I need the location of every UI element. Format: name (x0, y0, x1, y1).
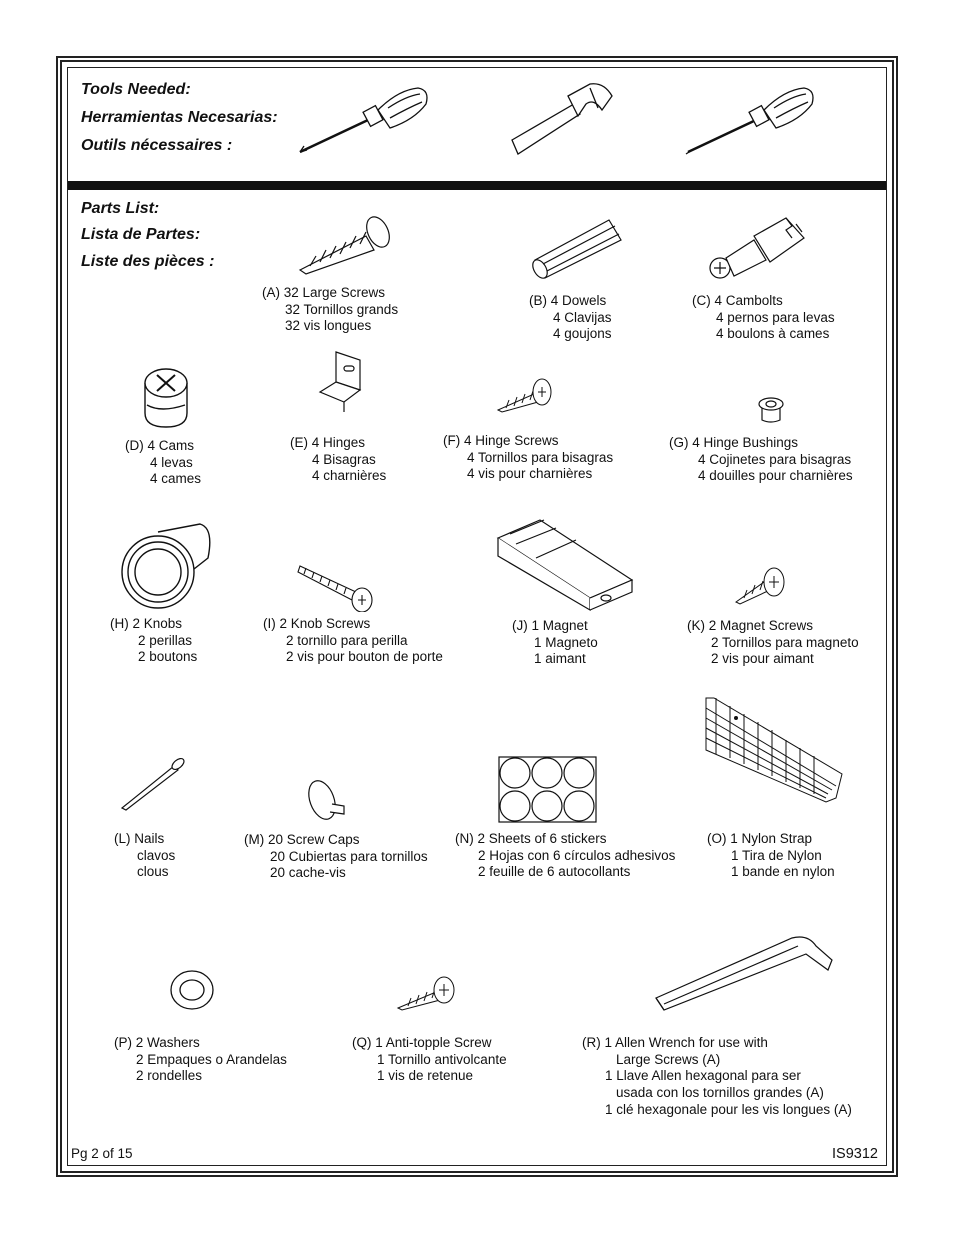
parts-heading-en: Parts List: (81, 200, 160, 217)
part-M-label: (M) 20 Screw Caps 20 Cubiertas para tornillos 20 cache-vis (244, 832, 428, 881)
phillips-screwdriver-icon (298, 80, 433, 160)
flathead-screwdriver-icon (684, 80, 819, 160)
document-code: IS9312 (832, 1146, 878, 1162)
part-G-label: (G) 4 Hinge Bushings 4 Cojinetes para bisagras 4 douilles pour charnières (669, 435, 853, 484)
magnet-icon (496, 518, 636, 612)
part-H-label: (H) 2 Knobs 2 perillas 2 boutons (110, 616, 198, 665)
sticker-sheet-icon (498, 756, 598, 824)
page-number: Pg 2 of 15 (71, 1146, 133, 1161)
part-F-label: (F) 4 Hinge Screws 4 Tornillos para bisagras 4 vis pour charnières (443, 433, 614, 482)
part-J-label: (J) 1 Magnet 1 Magneto 1 aimant (512, 618, 598, 667)
nail-icon (118, 752, 190, 812)
cam-icon (141, 365, 191, 431)
part-O-label: (O) 1 Nylon Strap 1 Tira de Nylon 1 bande en nylon (707, 831, 835, 880)
part-P-label: (P) 2 Washers 2 Empaques o Arandelas 2 rondelles (114, 1035, 287, 1084)
part-D-label: (D) 4 Cams 4 levas 4 cames (125, 438, 202, 487)
hinge-icon (314, 350, 366, 416)
hinge-bushing-icon (756, 394, 786, 426)
knob-screw-icon (296, 560, 376, 612)
washer-icon (168, 966, 216, 1012)
part-I-label: (I) 2 Knob Screws 2 tornillo para perilla 2 vis pour bouton de porte (263, 616, 443, 665)
magnet-screw-icon (734, 564, 788, 606)
dowel-icon (527, 216, 625, 280)
part-K-label: (K) 2 Magnet Screws 2 Tornillos para magneto 2 vis pour aimant (687, 618, 859, 667)
tools-heading-en: Tools Needed: (81, 81, 191, 98)
parts-heading-es: Lista de Partes: (81, 226, 201, 243)
parts-heading-fr: Liste des pièces : (81, 253, 215, 270)
section-divider (68, 181, 886, 190)
part-L-label: (L) Nails clavos clous (114, 831, 176, 880)
hinge-screw-icon (494, 376, 554, 414)
cambolt-icon (704, 210, 816, 284)
part-N-label: (N) 2 Sheets of 6 stickers 2 Hojas con 6 círculos adhesivos 2 feuille de 6 autocollants (455, 831, 676, 880)
anti-topple-screw-icon (396, 974, 458, 1012)
hammer-icon (508, 80, 618, 162)
part-E-label: (E) 4 Hinges 4 Bisagras 4 charnières (290, 435, 387, 484)
part-A-label: (A) 32 Large Screws 32 Tornillos grands 32 vis longues (262, 285, 399, 334)
part-B-label: (B) 4 Dowels 4 Clavijas 4 goujons (529, 293, 612, 342)
part-Q-label: (Q) 1 Anti-topple Screw 1 Tornillo antivolcante 1 vis de retenue (352, 1035, 507, 1084)
allen-wrench-icon (652, 934, 838, 1014)
knob-icon (118, 518, 214, 612)
part-C-label: (C) 4 Cambolts 4 pernos para levas 4 boulons à cames (692, 293, 835, 342)
screw-cap-icon (304, 776, 350, 824)
nylon-strap-icon (700, 694, 848, 804)
tools-heading-es: Herramientas Necesarias: (81, 109, 278, 126)
large-screw-icon (296, 208, 396, 276)
part-R-label: (R) 1 Allen Wrench for use with Large Screws (A) 1 Llave Allen hexagonal para ser usada con los tornillos grandes (A) 1 clé hexagonale pour les vis longues (A) (582, 1035, 852, 1117)
tools-heading-fr: Outils nécessaires : (81, 137, 233, 154)
